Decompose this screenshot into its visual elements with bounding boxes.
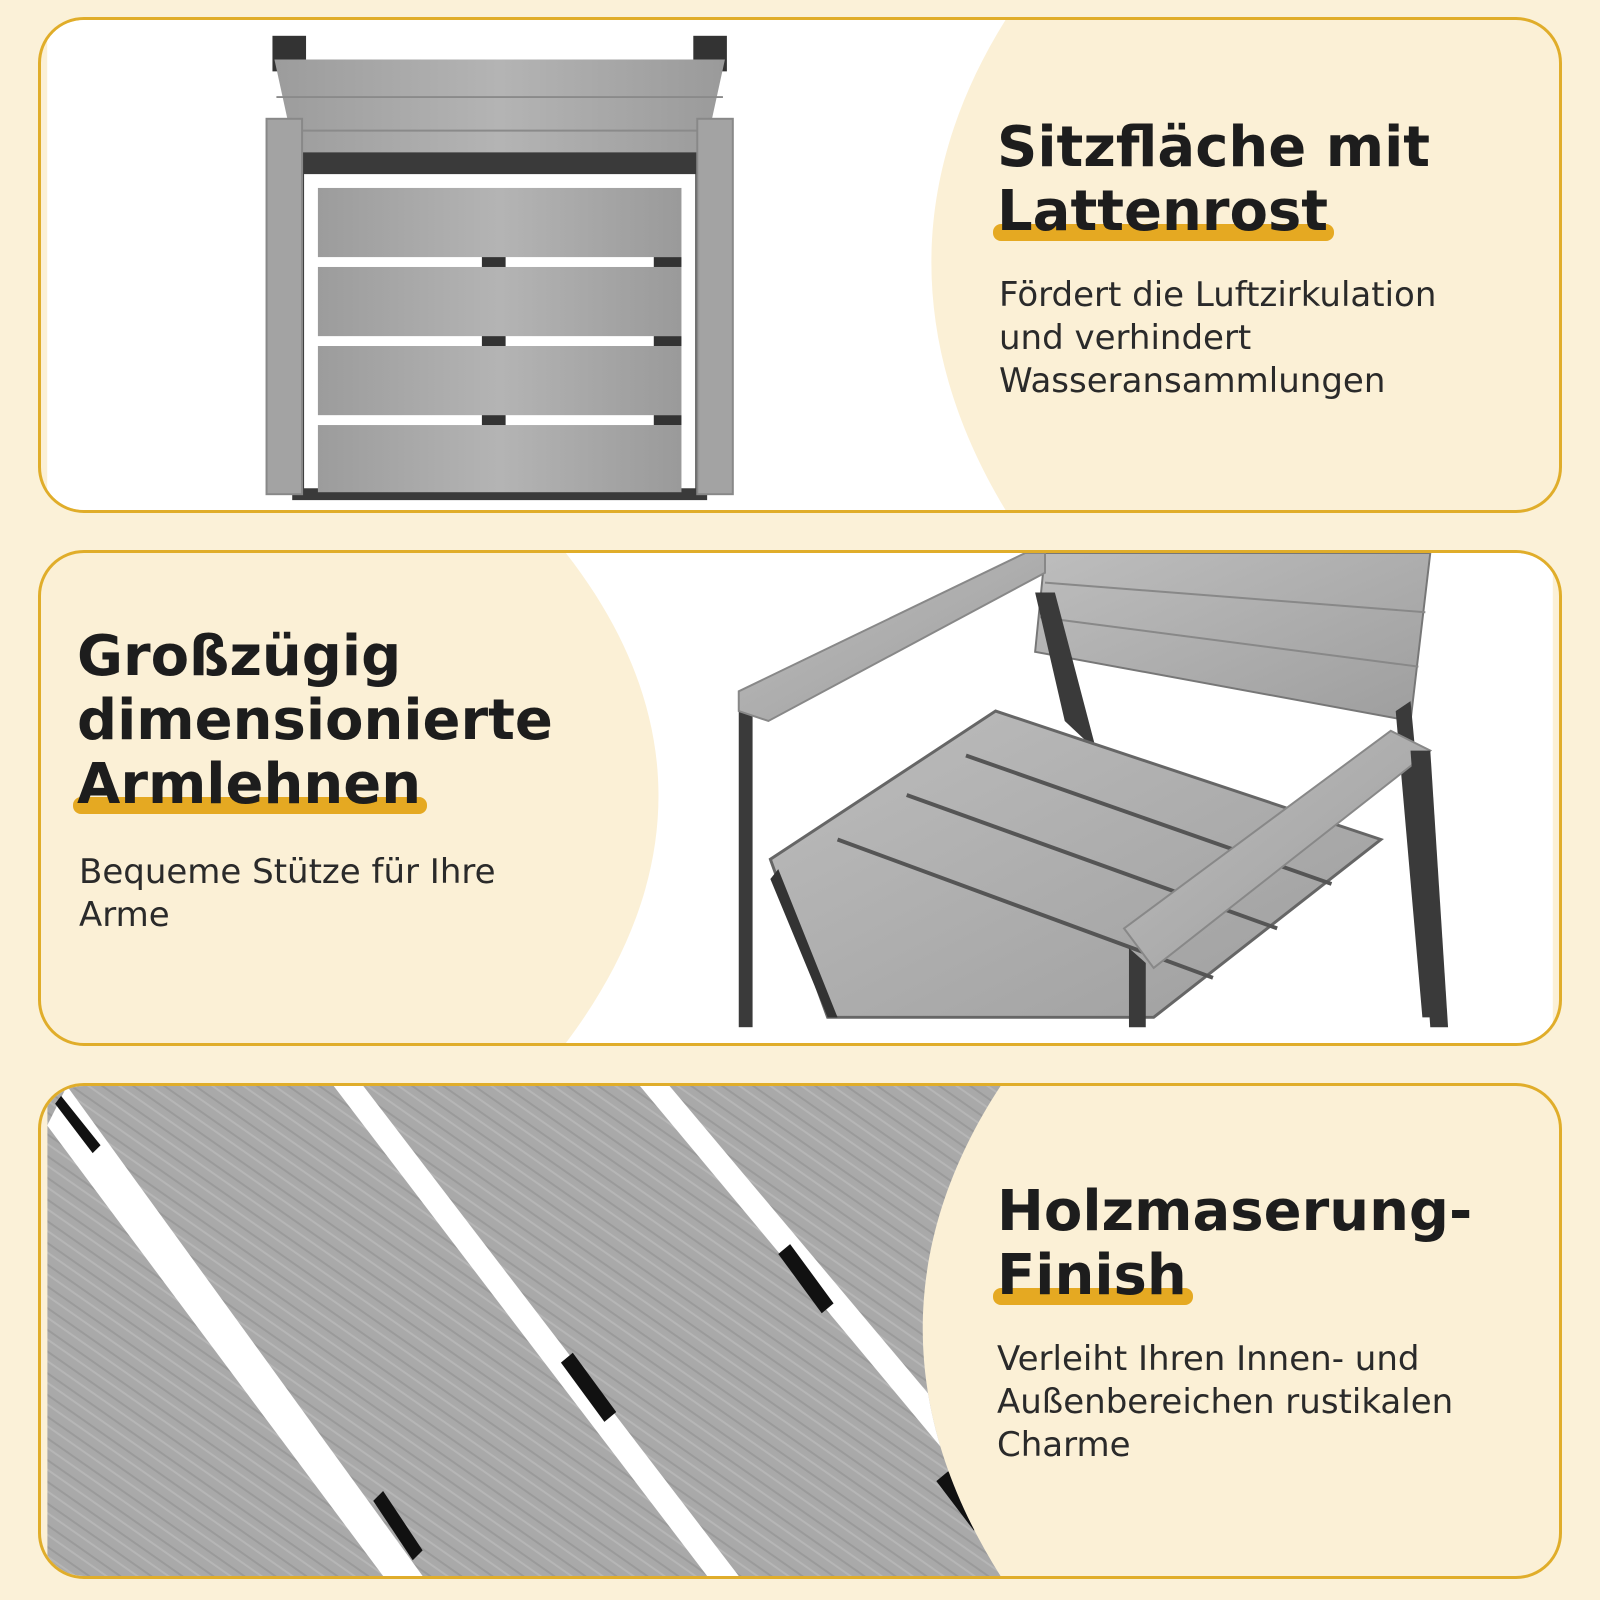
feature-description: Bequeme Stütze für Ihre Arme bbox=[79, 852, 496, 935]
feature-panel-wood-grain bbox=[38, 1083, 1562, 1579]
feature-title bbox=[77, 625, 553, 817]
title-highlight: Armlehnen bbox=[77, 752, 422, 817]
feature-panel-seat bbox=[38, 17, 1562, 513]
seat-top-view-image bbox=[41, 20, 1559, 510]
feature-panel-armrests bbox=[38, 550, 1562, 1046]
feature-title bbox=[997, 1180, 1472, 1308]
title-highlight: Lattenrost bbox=[997, 179, 1329, 244]
title-highlight: Finish bbox=[997, 1243, 1187, 1308]
title-line: Holzmaserung- bbox=[997, 1179, 1473, 1244]
feature-title bbox=[997, 116, 1430, 244]
feature-description: Fördert die Luftzirkulation und verhindert Wasseransammlungen bbox=[999, 275, 1437, 401]
wood-grain-closeup-image bbox=[41, 1086, 1559, 1576]
title-line: Sitzfläche mit bbox=[997, 115, 1431, 180]
feature-description: Verleiht Ihren Innen- und Außenbereichen rustikalen Charme bbox=[997, 1339, 1454, 1465]
title-line: dimensionierte bbox=[77, 688, 553, 753]
title-line: Großzügig bbox=[77, 624, 402, 689]
